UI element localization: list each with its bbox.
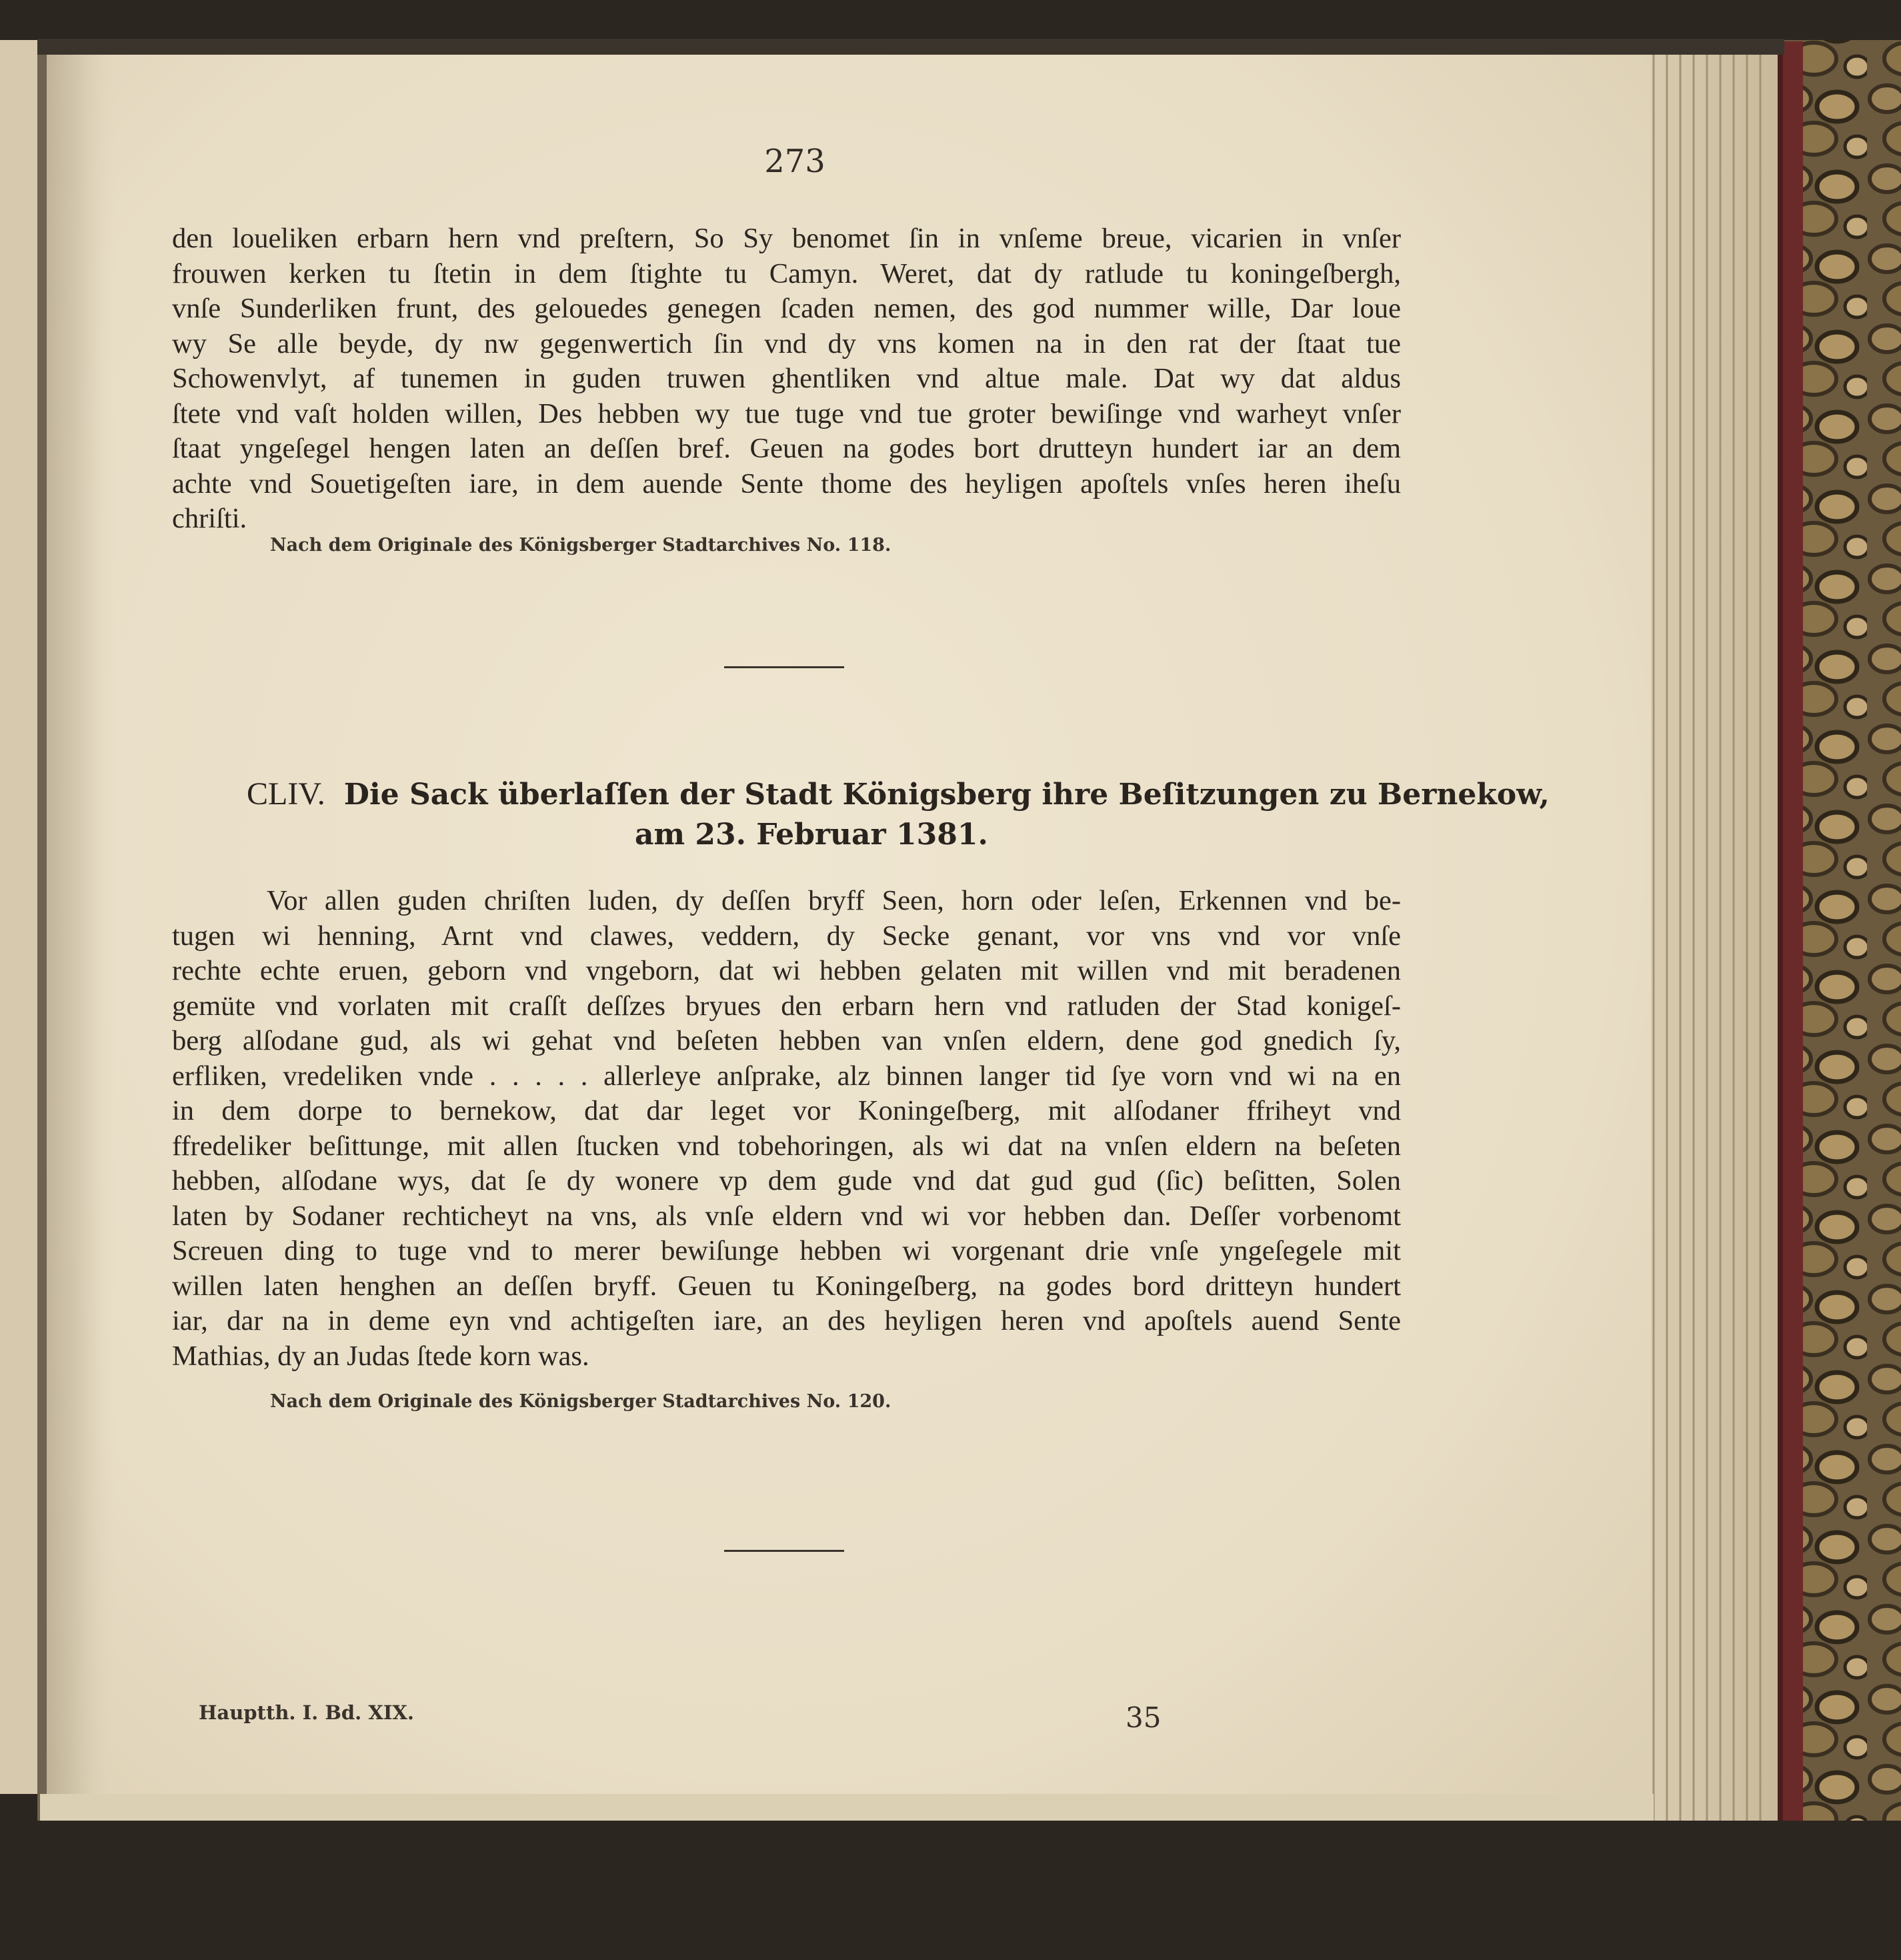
text-line: tugen wi henning, Arnt vnd clawes, veddern, dy Secke genant, vor vns vnd vor vnſe xyxy=(172,920,1401,952)
text-line: achte vnd Souetigeſten iare, in dem auende Sente thome des heyligen apoſtels vnſes heren iheſu xyxy=(172,467,1401,500)
text-line: wy Se alle beyde, dy nw gegenwertich ſin vnd dy vns komen na in den rat der ſtaat tue xyxy=(172,327,1401,359)
text-line: ffredeliker beſittunge, mit allen ſtucken vnd tobehoringen, als wi dat na vnſen eldern na beſeten xyxy=(172,1130,1401,1162)
text-line: Mathias, dy an Judas ſtede korn was. xyxy=(172,1340,589,1372)
text-line: Vor allen guden chriſten luden, dy deſſen bryff Seen, horn oder leſen, Erkennen vnd be- xyxy=(267,885,1401,916)
paragraph-charter-text xyxy=(172,884,1401,1374)
text-line: den loueliken erbarn hern vnd preſtern, So Sy benomet ſin in vnſeme breue, vicarien in vnſer xyxy=(172,223,1401,254)
text-line: laten by Sodaner rechticheyt na vns, als vnſe eldern vnd wi vor hebben dan. Deſſer vorbenomt xyxy=(172,1200,1401,1232)
text-line: frouwen kerken tu ſtetin in dem ſtighte tu Camyn. Weret, dat dy ratlude tu koningeſbergh, xyxy=(172,257,1401,289)
text-line: erfliken, vredeliken vnde . . . . . allerleye anſprake, alz binnen langer tid ſye vorn vnd wi na en xyxy=(172,1060,1401,1092)
section-divider-1 xyxy=(724,666,844,668)
text-line: in dem dorpe to bernekow, dat dar leget vor Koningeſberg, mit alſodaner ffriheyt vnd xyxy=(172,1095,1401,1126)
footer-sheet-number: 35 xyxy=(1126,1701,1162,1734)
text-line: Schowenvlyt, af tunemen in guden truwen ghentliken vnd altue male. Dat wy dat aldus xyxy=(172,363,1401,394)
text-line: rechte echte eruen, geborn vnd vngeborn, dat wi hebben gelaten mit willen vnd mit beradenen xyxy=(172,955,1401,986)
document-number: CLIV. xyxy=(247,776,325,812)
page-number: 273 xyxy=(764,143,825,180)
text-line: vnſe Sunderliken frunt, des gelouedes genegen ſcaden nemen, des god nummer wille, Dar loue xyxy=(172,293,1401,324)
heading-line-1: Die Sack überlaſſen der Stadt Königsberg ihre Beſitzungen zu Bernekow, xyxy=(343,778,1550,812)
text-line: chriſti. xyxy=(172,503,247,534)
paragraph-charter-conclusion xyxy=(172,221,1401,537)
section-divider-2 xyxy=(724,1550,844,1552)
text-line: ſtaat yngeſegel hengen laten an deſſen bref. Geuen na godes bort drutteyn hundert iar an dem xyxy=(172,433,1401,464)
document-date xyxy=(635,818,988,852)
source-note-2: Nach dem Originale des Königsberger Stadtarchives No. 120. xyxy=(270,1391,891,1412)
footer-signature: Hauptth. I. Bd. XIX. xyxy=(199,1701,415,1724)
text-line: berg alſodane gud, als wi gehat vnd beſeten hebben van vnſen eldern, dene god gnedich ſy, xyxy=(172,1025,1401,1056)
text-line: ſtete vnd vaſt holden willen, Des hebben wy tue tuge vnd tue groter bewiſinge vnd warheyt vnſer xyxy=(172,397,1401,429)
text-line: hebben, alſodane wys, dat ſe dy wonere vp dem gude vnd dat gud gud (ſic) beſitten, Solen xyxy=(172,1165,1401,1196)
source-note-1: Nach dem Originale des Königsberger Stadtarchives No. 118. xyxy=(270,535,891,556)
heading-line-2: am 23. Februar 1381. xyxy=(635,818,988,852)
text-line: iar, dar na in deme eyn vnd achtigeſten iare, an des heyligen heren vnd apoſtels auend Sente xyxy=(172,1305,1401,1336)
text-line: willen laten henghen an deſſen bryff. Geuen tu Koningeſberg, na godes bord dritteyn hundert xyxy=(172,1270,1401,1302)
text-line: Screuen ding to tuge vnd to merer bewiſunge hebben wi vorgenant drie vnſe yngeſegele mit xyxy=(172,1235,1401,1266)
document-heading xyxy=(247,776,1550,812)
text-line: gemüte vnd vorlaten mit craſſt deſſzes bryues den erbarn hern vnd ratluden der Stad konigeſ- xyxy=(172,990,1401,1022)
